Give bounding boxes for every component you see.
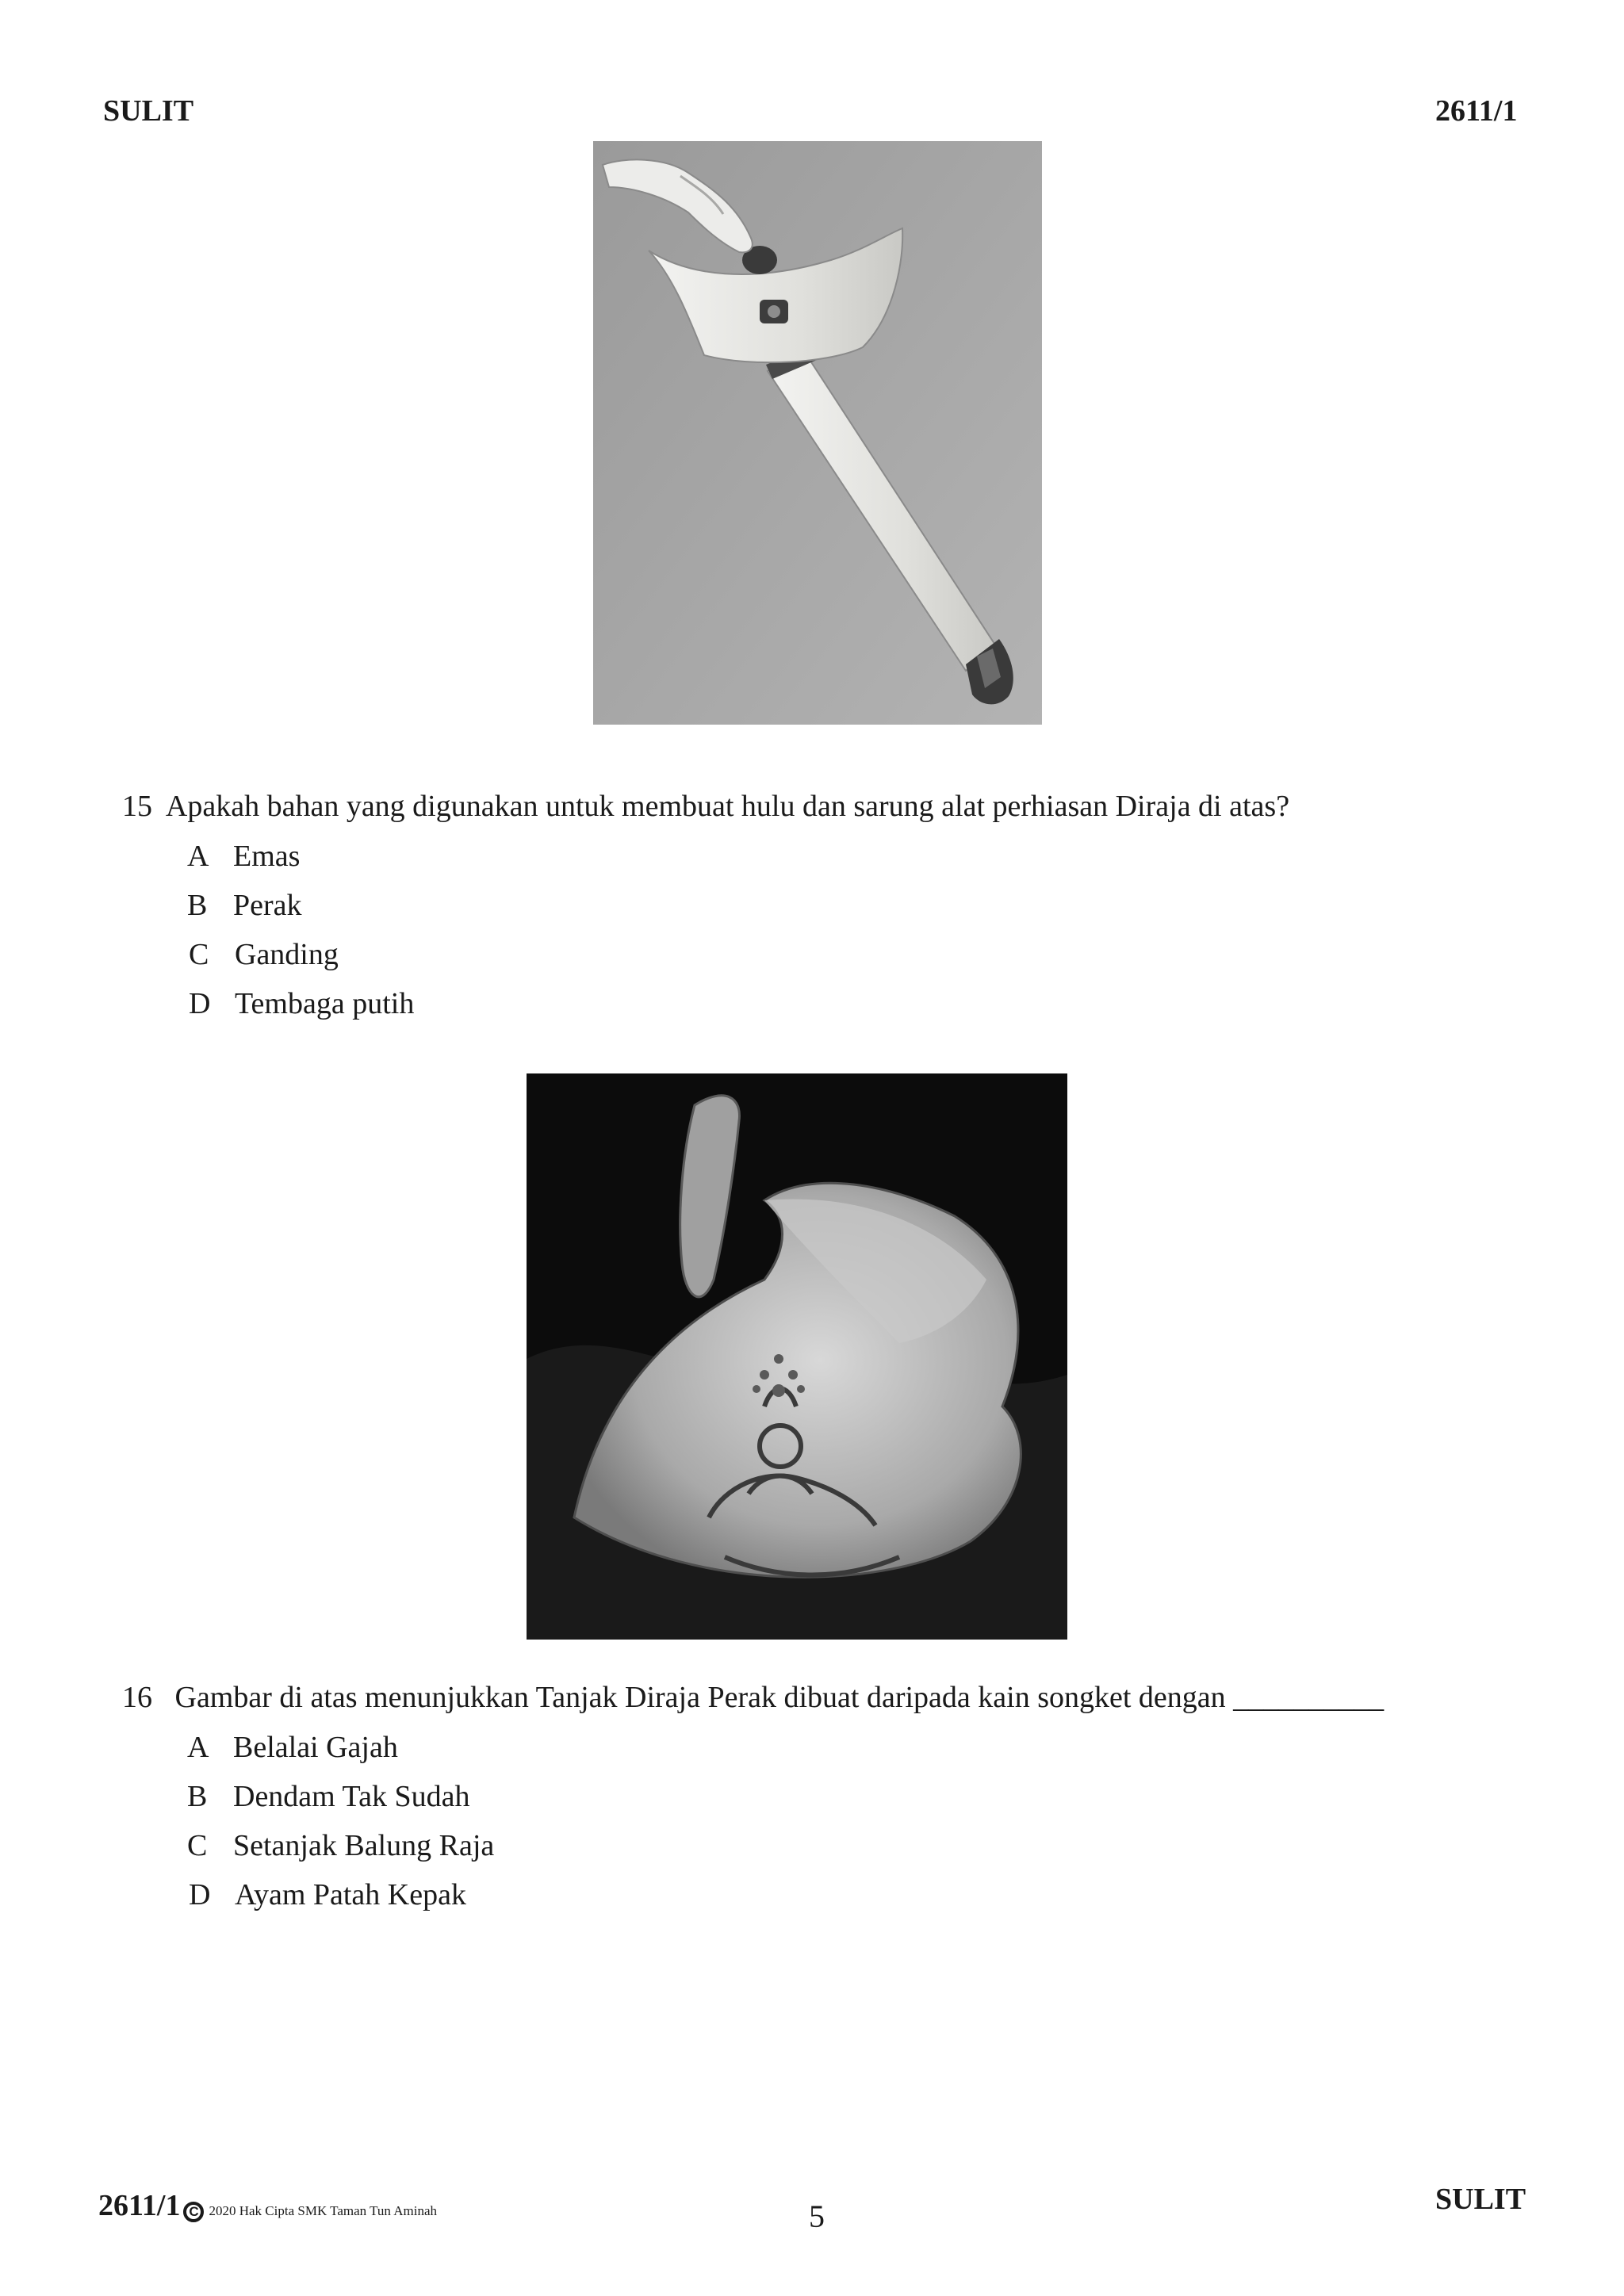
option-letter: B [187,889,208,922]
question-number: 16 [122,1681,152,1714]
copyright-icon: C [183,2202,204,2222]
question-text: Gambar di atas menunjukkan Tanjak Diraja Perak dibuat daripada kain songket dengan __________ [174,1681,1385,1714]
option-text: Tembaga putih [235,987,415,1020]
option-letter: A [187,840,209,873]
option-15-d[interactable] [189,986,414,1021]
footer-left [98,2188,437,2223]
option-letter: D [189,1878,211,1911]
option-letter: B [187,1780,208,1813]
option-text: Perak [233,889,302,922]
question-text: Apakah bahan yang digunakan untuk membuat hulu dan sarung alat perhiasan Diraja di atas? [165,790,1290,823]
option-text: Ayam Patah Kepak [235,1878,466,1911]
option-15-c[interactable] [189,937,339,972]
footer-sulit-right: SULIT [1435,2183,1526,2216]
option-letter: A [187,1731,209,1764]
option-text: Belalai Gajah [233,1731,398,1764]
option-text: Ganding [235,938,339,971]
footer-copyright: 2020 Hak Cipta SMK Taman Tun Aminah [209,2203,437,2218]
option-letter: C [189,938,209,971]
option-text: Setanjak Balung Raja [233,1829,495,1862]
option-16-a[interactable] [187,1730,398,1765]
option-16-d[interactable] [189,1877,466,1912]
keris-photo [593,141,1042,725]
header-paper-code: 2611/1 [1435,94,1518,128]
option-16-c[interactable] [187,1828,494,1863]
option-text: Dendam Tak Sudah [233,1780,470,1813]
tanjak-photo [527,1073,1067,1640]
question-number: 15 [122,790,152,823]
option-16-b[interactable] [187,1779,469,1814]
question-16 [122,1680,1384,1715]
option-15-b[interactable] [187,888,302,923]
option-15-a[interactable] [187,839,300,874]
footer-paper-code: 2611/1 [98,2189,181,2222]
option-text: Emas [233,840,301,873]
option-letter: C [187,1829,208,1862]
header-sulit-left: SULIT [103,94,194,128]
option-letter: D [189,987,211,1020]
question-15 [122,789,1289,824]
page-number: 5 [809,2198,825,2234]
